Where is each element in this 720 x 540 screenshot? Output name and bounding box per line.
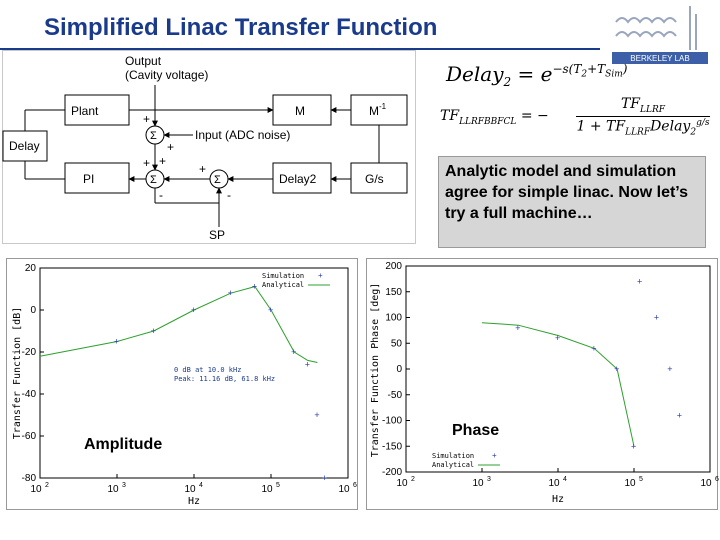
x-tick-label: 10 [261,484,273,495]
amplitude-x-label: Hz [187,496,201,507]
phase-plot [366,258,718,510]
input-label: Input (ADC noise) [195,128,291,142]
simulation-point: + [653,312,660,323]
simulation-point: + [676,410,683,421]
x-tick-label: 10 [107,484,119,495]
annotation-peak: Peak: 11.16 dB, 61.8 kHz [174,375,276,383]
transfer-function-equation: $TF_{LLRFBBFCL}$ = − $TF_{LLRF}$ $1 + TF_{LLRF}Delay_2^{g/s}$ [440,96,710,138]
simulation-point: + [191,305,197,315]
legend-analytical: Analytical [432,461,475,469]
simulation-point: + [291,347,297,357]
x-tick-exponent: 6 [353,482,357,489]
plus-sign: + [199,162,207,176]
gs-label: G/s [365,172,384,186]
legend-simulation: Simulation [262,272,305,280]
analysis-note: Analytic model and simulation agree for simple linac. Now let’s try a full machine… [438,156,706,248]
minus-sign: - [159,188,163,202]
amplitude-plot [6,258,358,510]
simulation-point: + [251,281,258,292]
y-tick-label: -200 [381,467,402,478]
y-tick-label: -150 [381,441,402,453]
legend-simulation-marker: + [318,271,323,280]
x-tick-label: 10 [396,478,408,489]
amplitude-caption: Amplitude [84,436,163,453]
berkeley-lab-logo [604,0,714,70]
y-tick-label: 200 [385,261,402,272]
sum-symbol-top: Σ [150,130,157,142]
delay-equation: Delay$_2$ = $e^{-s(T_2+T_{Sim})}$ [446,62,628,89]
y-tick-label: 100 [385,312,402,324]
simulation-point: + [321,473,328,483]
simulation-point: + [667,364,673,374]
m-inverse-label: M [369,104,379,118]
x-tick-label: 10 [472,478,484,489]
plus-sign: + [143,112,151,126]
y-tick-label: -100 [381,415,402,427]
y-tick-label: 50 [390,338,402,350]
block-diagram [2,50,416,244]
x-tick-exponent: 3 [122,482,126,489]
sum-symbol-right: Σ [214,174,221,186]
pi-label: PI [83,172,95,186]
simulation-point: + [555,333,561,344]
simulation-point: + [637,276,643,287]
delay2-label: Delay2 [279,172,317,186]
simulation-point: + [614,364,620,374]
y-tick-label: -20 [21,347,36,358]
y-tick-label: -60 [21,431,36,442]
slide-title: Simplified Linac Transfer Function [44,14,438,41]
y-tick-label: -40 [21,389,36,400]
plus-sign: + [167,140,175,154]
legend-simulation-marker: + [492,451,497,460]
x-tick-exponent: 5 [639,476,643,483]
legend-analytical: Analytical [262,281,305,289]
simulation-point: + [314,410,320,420]
y-tick-label: -80 [21,473,36,484]
m-inverse-superscript: -1 [379,102,387,111]
x-tick-exponent: 5 [276,482,280,489]
phase-caption: Phase [452,422,500,439]
plant-label: Plant [71,104,99,118]
output-label-1: Output [125,54,162,68]
annotation-zero-db: 0 dB at 10.0 kHz [174,366,242,374]
y-tick-label: -50 [387,389,402,401]
x-tick-exponent: 3 [487,476,491,483]
m-label: M [295,104,305,118]
plus-sign: + [143,156,151,170]
simulation-point: + [515,322,521,333]
sp-label: SP [209,228,226,242]
x-tick-label: 10 [184,484,196,495]
x-tick-exponent: 6 [715,476,719,483]
x-tick-exponent: 4 [563,476,567,483]
delay-label: Delay [9,139,40,153]
x-tick-exponent: 4 [199,482,203,489]
minus-sign: - [227,188,231,202]
x-tick-exponent: 2 [411,476,415,483]
legend-simulation: Simulation [432,452,475,460]
simulation-point: + [304,359,311,370]
phase-x-label: Hz [551,494,565,505]
x-tick-exponent: 2 [45,482,49,489]
simulation-point: + [227,288,234,299]
y-tick-label: 150 [385,286,402,298]
simulation-point: + [268,305,274,315]
x-tick-label: 10 [30,484,42,495]
block-diagram-svg [3,51,415,243]
simulation-point: + [591,343,597,354]
x-tick-label: 10 [338,484,350,495]
simulation-point: + [114,336,120,347]
y-tick-label: 0 [30,305,36,316]
x-tick-label: 10 [548,478,560,489]
logo-text: BERKELEY LAB [630,54,690,63]
output-label-2: (Cavity voltage) [125,68,209,82]
plus-sign: + [159,154,167,168]
simulation-point: + [150,326,157,336]
pi-block [65,163,129,193]
x-tick-label: 10 [624,478,636,489]
sum-symbol-mid: Σ [150,174,157,186]
y-tick-label: 0 [396,364,402,375]
simulation-point: + [631,441,637,452]
phase-y-label: Transfer Function Phase [deg] [370,282,381,458]
y-tick-label: 20 [24,263,36,274]
x-tick-label: 10 [700,478,712,489]
amplitude-y-label: Transfer Function [dB] [12,306,23,440]
